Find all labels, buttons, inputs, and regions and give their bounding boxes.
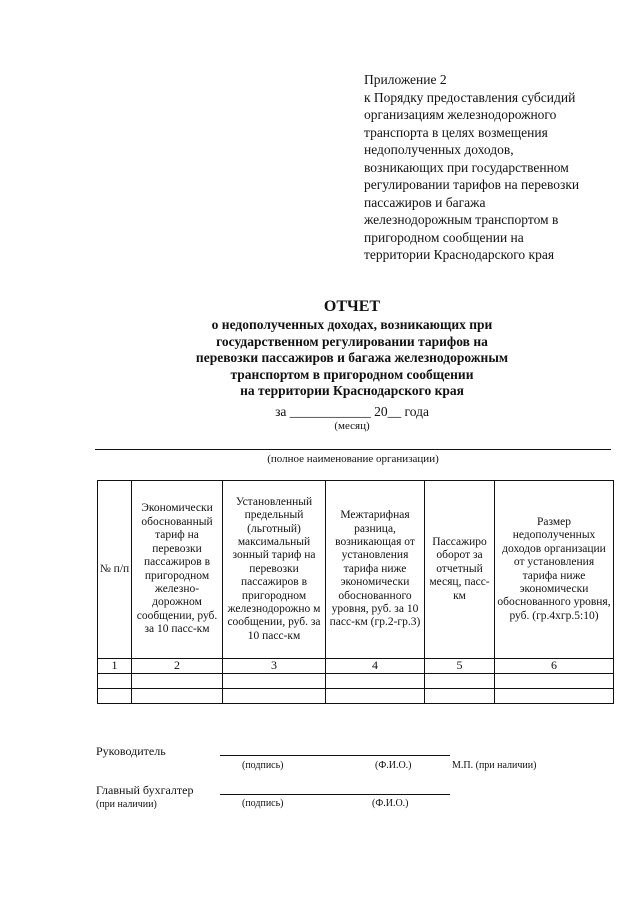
header-cell: Межтарифная разница, возникающая от установления тарифа ниже экономически обоснованного уровня, руб. за 10 пасс-км (гр.2-гр.3) [326, 481, 425, 659]
table-header-row [98, 481, 614, 659]
header-cell: Установленный предельный (льготный) максимальный зонный тариф на перевозки пассажиров в пригородном железнодорожно м сообщении, руб. за 10 пасс-км [223, 481, 326, 659]
head-label: Руководитель [96, 744, 166, 758]
title-line: о недополученных доходах, возникающих при [211, 317, 493, 332]
table-cell[interactable] [495, 689, 614, 704]
appendix-line: территории Краснодарского края [364, 247, 555, 262]
organization-caption: (полное наименование организации) [267, 453, 439, 465]
report-table [97, 480, 614, 704]
report-title [95, 297, 609, 400]
appendix-note [364, 71, 626, 264]
head-signature-caption: (подпись) [242, 760, 284, 771]
table-row [98, 674, 614, 689]
table-cell[interactable] [223, 689, 326, 704]
accountant-label: Главный бухгалтер [96, 783, 194, 797]
column-number: 1 [98, 659, 132, 674]
column-number: 5 [425, 659, 495, 674]
head-signature-line[interactable] [220, 755, 450, 756]
title-line: на территории Краснодарского края [240, 383, 464, 398]
appendix-line: пригородном сообщении на [364, 229, 524, 245]
table-cell[interactable] [495, 674, 614, 689]
column-number: 2 [132, 659, 223, 674]
appendix-line: недополученных доходов, [364, 142, 514, 157]
table-cell[interactable] [326, 689, 425, 704]
table-row [98, 689, 614, 704]
table-cell[interactable] [98, 689, 132, 704]
title-line: перевозки пассажиров и багажа железнодорожным [195, 350, 509, 365]
accountant-note: (при наличии) [96, 799, 157, 810]
table-cell[interactable] [326, 674, 425, 689]
header-cell: Пассажиро оборот за отчетный месяц, пасс-км [425, 481, 495, 659]
report-period[interactable]: за ____________ 20__ года [275, 404, 429, 419]
accountant-signature-caption: (подпись) [242, 798, 284, 809]
period-caption: (месяц) [334, 420, 370, 432]
table-cell[interactable] [132, 689, 223, 704]
title-line: государственном регулировании тарифов на [216, 333, 488, 349]
appendix-line: железнодорожным транспортом в [364, 212, 559, 227]
table-cell[interactable] [425, 674, 495, 689]
appendix-line: возникающих при государственном [364, 159, 569, 175]
table-cell[interactable] [132, 674, 223, 689]
appendix-line: пассажиров и багажа [364, 194, 486, 210]
column-number: 4 [326, 659, 425, 674]
table-cell[interactable] [425, 689, 495, 704]
appendix-line: регулировании тарифов на перевозки [364, 177, 580, 192]
organization-name-field[interactable] [95, 449, 611, 450]
stamp-caption: М.П. (при наличии) [452, 760, 537, 771]
accountant-name-caption: (Ф.И.О.) [372, 798, 409, 809]
appendix-line: организациям железнодорожного [364, 107, 557, 122]
title-main: ОТЧЕТ [323, 298, 381, 315]
column-number: 6 [495, 659, 614, 674]
header-cell: Размер недополученных доходов организации от установления тарифа ниже экономически обоснованного уровня, руб. (гр.4хгр.5:10) [495, 481, 614, 659]
head-name-caption: (Ф.И.О.) [375, 760, 412, 771]
appendix-line: Приложение 2 [364, 72, 447, 87]
accountant-signature-line[interactable] [220, 794, 450, 795]
column-number: 3 [223, 659, 326, 674]
appendix-line: транспорта в целях возмещения [364, 124, 548, 140]
table-cell[interactable] [98, 674, 132, 689]
title-line: транспортом в пригородном сообщении [230, 366, 474, 382]
appendix-line: к Порядку предоставления субсидий [364, 89, 576, 105]
header-cell: № п/п [98, 481, 132, 659]
table-cell[interactable] [223, 674, 326, 689]
column-number-row [98, 659, 614, 674]
header-cell: Экономически обоснованный тариф на перевозки пассажиров в пригородном железно- дорожном сообщении, руб. за 10 пасс-км [132, 481, 223, 659]
